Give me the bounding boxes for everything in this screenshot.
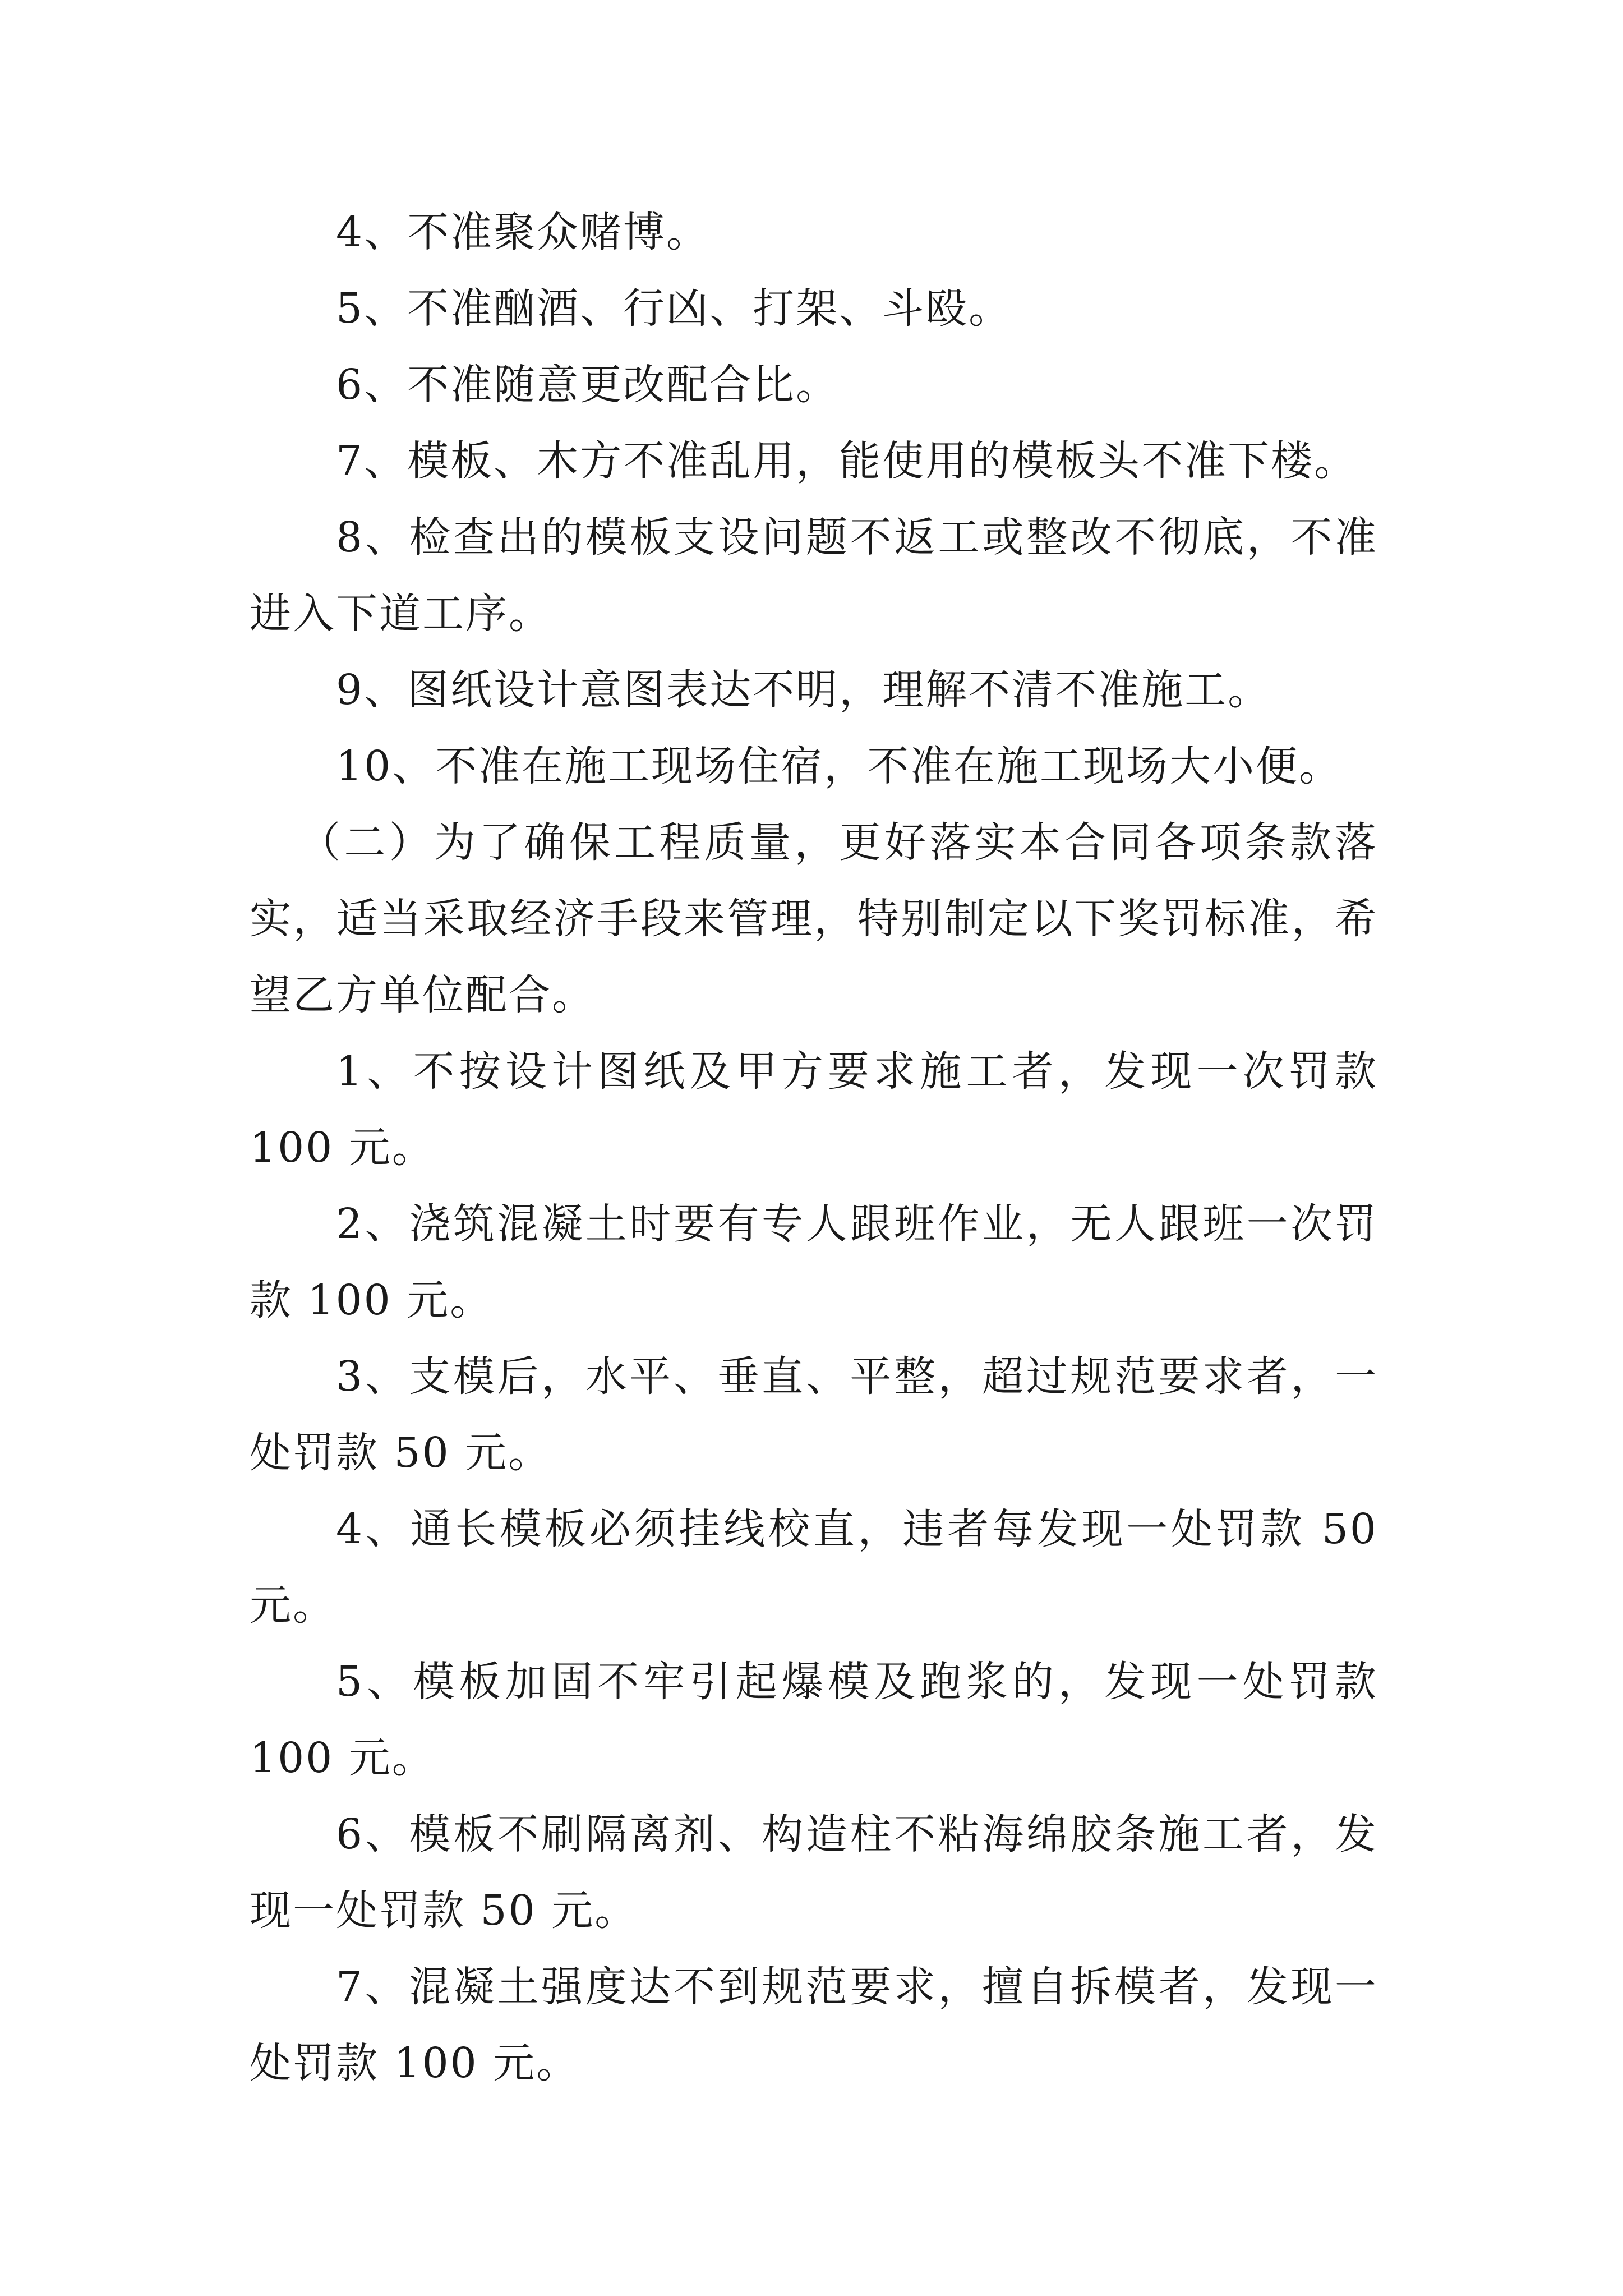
penalty-item: 7、混凝土强度达不到规范要求，擅自拆模者，发现一处罚款 100 元。 — [250, 1963, 1378, 2087]
rule-item: 6、不准随意更改配合比。 — [336, 361, 840, 409]
penalty-item: 2、浇筑混凝土时要有专人跟班作业，无人跟班一次罚款 100 元。 — [250, 1200, 1378, 1324]
section-heading-paragraph: （二）为了确保工程质量，更好落实本合同各项条款落实，适当采取经济手段来管理，特别制定以下奖罚标准，希望乙方单位配合。 — [250, 818, 1378, 1019]
rule-item: 4、不准聚众赌博。 — [336, 208, 710, 256]
rule-item: 5、不准酗酒、行凶、打架、斗殴。 — [336, 284, 1012, 333]
penalty-item: 5、模板加固不牢引起爆模及跑浆的，发现一处罚款 100 元。 — [250, 1658, 1378, 1782]
penalty-item: 3、支模后，水平、垂直、平整，超过规范要求者，一处罚款 50 元。 — [250, 1352, 1378, 1477]
rule-item: 7、模板、木方不准乱用，能使用的模板头不准下楼。 — [336, 437, 1358, 485]
document-body — [250, 194, 1378, 2101]
penalty-item: 1、不按设计图纸及甲方要求施工者，发现一次罚款 100 元。 — [250, 1047, 1378, 1172]
rule-item: 8、检查出的模板支设问题不返工或整改不彻底，不准进入下道工序。 — [250, 513, 1378, 638]
penalty-item: 6、模板不刷隔离剂、构造柱不粘海绵胶条施工者，发现一处罚款 50 元。 — [250, 1810, 1378, 1935]
rule-item: 9、图纸设计意图表达不明，理解不清不准施工。 — [336, 666, 1271, 714]
rule-item: 10、不准在施工现场住宿，不准在施工现场大小便。 — [336, 742, 1343, 790]
penalty-item: 4、通长模板必须挂线校直，违者每发现一处罚款 50 元。 — [250, 1505, 1378, 1630]
